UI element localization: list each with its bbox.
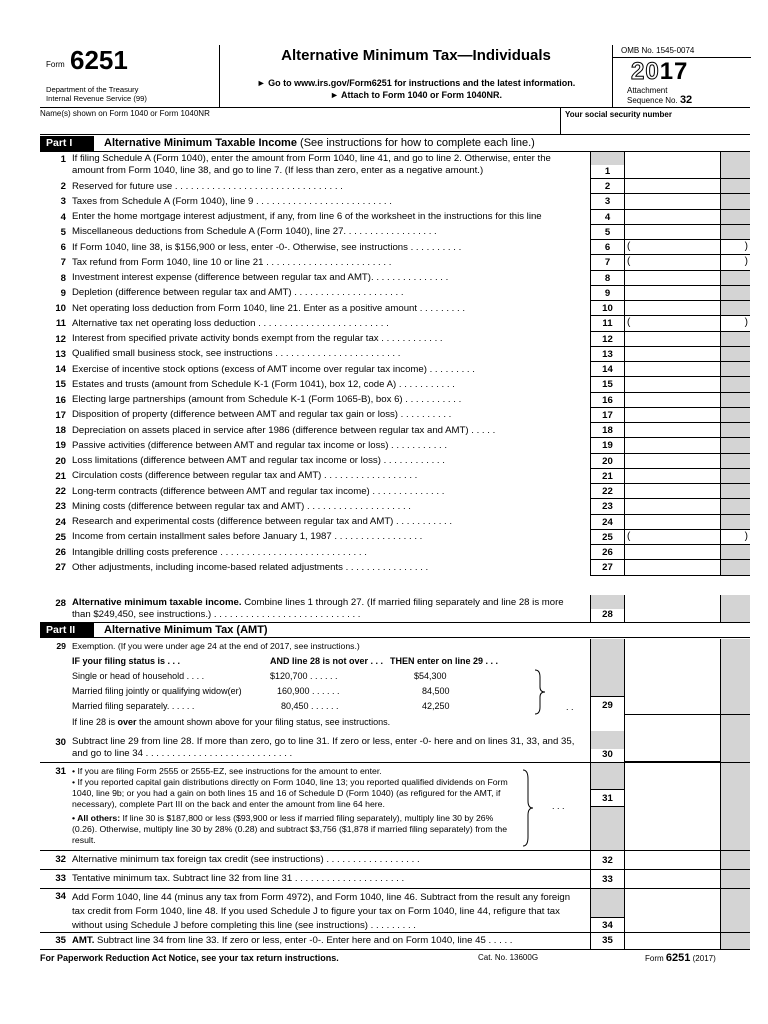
line-5-amount[interactable] [624,225,720,240]
exemption-dots: . . [566,702,574,712]
negative-paren-open: ( [627,256,631,268]
negative-paren-open: ( [627,530,631,542]
cents-shade [720,240,750,255]
line-15-amount[interactable] [624,377,720,392]
attachment-label: Attachment [627,86,668,95]
part2-badge: Part II [40,623,94,638]
line-text: Circulation costs (difference between regular tax and AMT) . . . . . . . . . . . . . . . . . . [72,470,418,482]
line-number: 3 [60,196,66,208]
title-block [222,45,610,108]
exemption-amount: 42,250 [422,701,450,711]
cents-shade [720,889,750,933]
line-28-bold: Alternative minimum taxable income. [72,597,242,608]
line-text: Reserved for future use . . . . . . . . . . . . . . . . . . . . . . . . . . . . . . . . [72,180,343,192]
negative-paren-close: ) [744,241,748,252]
line-14-row [40,362,750,377]
line-5-row [40,225,750,240]
line-13-amount[interactable] [624,347,720,362]
line-6-row [40,240,750,255]
cents-shade [720,347,750,362]
line-number: 19 [55,440,66,452]
line-box-shade [590,639,624,697]
line-22-row [40,484,750,499]
line-4-row [40,210,750,225]
line-1-row [40,152,750,179]
exemption-status: Married filing separately. . . . . . [72,701,195,711]
cents-shade [720,301,750,316]
form-footer [40,949,750,965]
line-number: 31 [55,766,66,777]
cents-shade [720,393,750,408]
line-14-amount[interactable] [624,362,720,377]
line-1-amount[interactable] [624,152,720,179]
cents-shade [720,515,750,530]
line-box-number: 4 [590,210,624,225]
line-26-amount[interactable] [624,545,720,560]
line-text: Investment interest expense (difference between regular tax and AMT). . . . . . . . . . . . . . . [72,272,449,283]
line-text: Exercise of incentive stock options (excess of AMT income over regular tax income) . . . . . . . . . [72,363,475,375]
line-text: If Form 1040, line 38, is $156,900 or less, enter -0-. Otherwise, see instructions . . . . . . . . . . [72,241,462,253]
line-box-number: 31 [590,789,624,807]
part2-header [40,622,750,638]
line-3-amount[interactable] [624,194,720,209]
cents-shade [720,225,750,240]
exemption-brace [534,669,546,715]
attachment-sequence [627,87,692,105]
line-24-amount[interactable] [624,515,720,530]
line-21-row [40,469,750,484]
line-box-number: 24 [590,515,624,530]
cents-shade [720,530,750,545]
line-30-amount[interactable] [624,731,720,762]
line-27-amount[interactable] [624,560,720,575]
all-others-bold: • All others: [72,813,121,823]
negative-paren-open: ( [627,317,631,329]
line-22-amount[interactable] [624,484,720,499]
line-box-number: 3 [590,194,624,209]
line-31-bullet-3 [72,813,518,846]
line-31-row [40,762,750,850]
ssn-field[interactable] [560,108,672,135]
negative-paren-open: ( [627,241,631,252]
cents-shade [720,423,750,438]
part1-badge: Part I [40,136,94,151]
line-33-row [40,869,750,888]
line-number: 27 [55,562,66,574]
cents-shade [720,731,750,762]
line-box-number: 5 [590,225,624,240]
line-text: If filing Schedule A (Form 1040), enter the amount from Form 1040, line 41, and go to line 2. Otherwise, enter the amount from Form 1040, line 38, and go to line 7. (If less than zero, enter as a negative amount.) [72,153,551,176]
sequence-number: 32 [679,93,693,106]
line-box-number: 1 [590,165,624,179]
line-17-row [40,408,750,423]
line-box-shade [590,595,624,609]
over-rest: the amount shown above for your filing status, see instructions. [136,717,391,727]
part2-title-bold: Alternative Minimum Tax (AMT) [104,624,268,636]
line-box-number: 2 [590,179,624,194]
exemption-intro: Exemption. (If you were under age 24 at the end of 2017, see instructions.) [72,641,360,651]
footer-form-word: Form [645,954,664,963]
line-text: Passive activities (difference between AMT and regular tax income or loss) . . . . . . . . . . . [72,439,448,451]
line-box-number: 19 [590,438,624,453]
line-34-amount[interactable] [624,889,720,933]
cents-shade [720,255,750,270]
line-number: 11 [55,318,66,330]
line-21-amount[interactable] [624,469,720,484]
line-text: Qualified small business stock, see instructions . . . . . . . . . . . . . . . . . . . . . . . . [72,348,401,360]
spacer [624,715,720,731]
line-box-number: 13 [590,347,624,362]
line-box-number: 30 [590,749,624,762]
cents-shade [720,454,750,469]
line-number: 20 [55,455,66,467]
line-31-amount[interactable] [624,763,720,851]
exemption-limit: 80,450 . . . . . . [281,701,339,711]
line-number: 1 [60,154,66,165]
line-number: 28 [55,598,66,609]
line-32-amount[interactable] [624,851,720,870]
line-box-number: 34 [590,917,624,933]
line-16-row [40,393,750,408]
line-number: 21 [55,470,66,482]
line-28-amount[interactable] [624,595,720,622]
line-number: 7 [60,257,66,269]
part1-title [104,137,535,149]
cents-shade [720,332,750,347]
line-number: 13 [55,348,66,360]
footer-form-number: 6251 [665,952,691,964]
exemption-amount: 84,500 [422,686,450,696]
cents-shade [720,595,750,622]
line-number: 23 [55,501,66,513]
line-text: Alternative tax net operating loss deduction . . . . . . . . . . . . . . . . . . . . . . . . . [72,317,389,329]
line-19-amount[interactable] [624,438,720,453]
line-number: 30 [55,737,66,748]
line-number: 22 [55,486,66,497]
line-35-row [40,932,750,948]
part1-header [40,136,750,152]
cents-shade [720,362,750,377]
line-34-row [40,888,750,932]
line-12-row [40,332,750,347]
line-box-number: 23 [590,499,624,514]
line-box-number: 35 [590,933,624,949]
footer-form-id [645,952,716,964]
line-30-row [40,735,750,762]
line-box-shade [590,807,624,851]
line-25-amount[interactable] [624,530,720,545]
line-number: 2 [60,181,66,192]
line-text: Depreciation on assets placed in service after 1986 (difference between regular tax and AMT) . . . . . [72,424,496,436]
line-box-number: 14 [590,362,624,377]
line-box-number: 9 [590,286,624,301]
form-6251-page [40,45,750,965]
spacer [590,715,624,731]
line-box-number: 16 [590,393,624,408]
line-19-row [40,438,750,453]
line-number: 25 [55,531,66,543]
cents-shade [720,377,750,392]
line-11-row [40,316,750,331]
line-27-row [40,560,750,575]
line-13-row [40,347,750,362]
line-text: Long-term contracts (difference between AMT and regular tax income) . . . . . . . . . . . . . . [72,485,445,497]
cents-shade [720,469,750,484]
footer-form-year: (2017) [692,954,716,963]
line-number: 24 [55,516,66,528]
amt-bold: AMT. [72,935,95,946]
form-title: Alternative Minimum Tax—Individuals [281,47,551,64]
line-20-amount[interactable] [624,454,720,469]
line-2-amount[interactable] [624,179,720,194]
negative-paren-close: ) [744,256,748,268]
line-31-bullet-2: • If you reported capital gain distributions directly on Form 1040, line 13; you reported qualified dividends on Form 1040, line 9b; or you had a gain on both lines 15 and 16 of Schedule D (Form 1040) (as refigured for the AMT, if necessary), complete Part III on the back and enter the amount from line 64 here. [72,777,508,809]
line-box-number: 21 [590,469,624,484]
paperwork-notice: For Paperwork Reduction Act Notice, see your tax return instructions. [40,953,339,963]
line-23-amount[interactable] [624,499,720,514]
line-28-row [40,595,750,622]
over-bold: over [117,717,137,727]
line-31-dots: . . . [552,801,565,811]
line-box-number: 32 [590,851,624,870]
goto-instructions: ► Go to www.irs.gov/Form6251 for instructions and the latest information. [256,78,576,88]
line-text: Tax refund from Form 1040, line 10 or line 21 . . . . . . . . . . . . . . . . . . . . . . . . [72,256,392,268]
negative-paren-close: ) [744,530,748,542]
line-10-amount[interactable] [624,301,720,316]
line-box-number: 26 [590,545,624,560]
cents-shade [720,179,750,194]
cents-shade [720,499,750,514]
omb-number: OMB No. 1545-0074 [621,46,695,55]
line-box-number: 25 [590,530,624,545]
attach-instructions: ► Attach to Form 1040 or Form 1040NR. [329,90,503,100]
cents-shade [720,152,750,179]
line-box-shade [590,763,624,789]
line-18-row [40,423,750,438]
line-number: 29 [56,641,66,651]
catalog-number: Cat. No. 13600G [478,953,539,962]
line-29-amount[interactable] [624,639,720,715]
form-number: 6251 [70,45,128,75]
cents-shade [720,484,750,499]
line-text [72,935,584,947]
cents-shade [720,545,750,560]
line-text: Subtract line 29 from line 28. If more than zero, go to line 31. If zero or less, enter -0- here and on lines 31, 33, and 35, and go to line 34 . . . . . . . . . . . . . . . . . . . . . . . . . . . . [72,736,575,759]
line-text: Loss limitations (difference between AMT and regular tax income or loss) . . . . . . . . . . . . [72,455,445,466]
line-6-amount[interactable] [624,240,720,255]
line-4-amount[interactable] [624,210,720,225]
amt-rest: Subtract line 34 from line 33. If zero or less, enter -0-. Enter here and on Form 1040, line 45 . . . . . [94,935,513,946]
cents-shade [720,933,750,949]
cents-shade [720,715,750,731]
line-text: Tentative minimum tax. Subtract line 32 from line 31 . . . . . . . . . . . . . . . . . . . . . [72,873,405,884]
cents-shade [720,408,750,423]
tax-year [631,58,688,86]
line-box-number: 27 [590,560,624,575]
line-number: 14 [55,364,66,375]
line-text: Income from certain installment sales before January 1, 1987 . . . . . . . . . . . . . . . . . [72,531,423,543]
line-text: Electing large partnerships (amount from Schedule K-1 (Form 1065-B), box 6) . . . . . . . . . . . [72,394,462,405]
line-29-row [40,639,750,731]
line-17-amount[interactable] [624,408,720,423]
line-7-amount[interactable] [624,255,720,270]
line-2-row [40,179,750,194]
sequence-label: Sequence No. [627,95,678,105]
line-11-amount[interactable] [624,316,720,331]
line-text: Add Form 1040, line 44 (minus any tax from Form 4972), and Form 1040, line 46. Subtract from the result any foreign tax credit from Form 1040, line 48. If you used Schedule J to figure your tax on Form 1040, line 44, refigure that tax without using Schedule J before completing this line (see instructions) . . . . . . . . . [72,892,571,931]
line-number: 26 [55,547,66,558]
department-block [46,85,147,103]
line-number: 10 [55,303,66,314]
department-name: Department of the Treasury [46,85,139,94]
line-number: 33 [55,873,66,884]
cents-shade [720,271,750,286]
line-box-number: 20 [590,454,624,469]
line-box-shade [590,731,624,749]
line-31-brace [522,769,534,847]
line-text: Taxes from Schedule A (Form 1040), line 9 . . . . . . . . . . . . . . . . . . . . . . . . . . [72,195,392,207]
over-prefix: If line 28 is [72,717,118,727]
line-box-number: 15 [590,377,624,392]
exemption-status: Married filing jointly or qualifying widow(er) [72,686,242,696]
line-8-row [40,271,750,286]
irs-name: Internal Revenue Service (99) [46,94,147,103]
all-others-rest: If line 30 is $187,800 or less ($93,900 or less if married filing separately), multiply line 30 by 26% (0.26). Otherwise, multiply line 30 by 28% (0.28) and subtract $3,756 ($1,878 if married filing separately) from the result. [72,813,508,845]
exemption-limit: 160,900 . . . . . . [277,686,340,696]
line-number: 16 [55,394,66,406]
line-23-row [40,499,750,514]
line-24-row [40,515,750,530]
line-text: Alternative minimum tax foreign tax credit (see instructions) . . . . . . . . . . . . . . . . . . [72,854,420,865]
line-text: Net operating loss deduction from Form 1040, line 21. Enter as a positive amount . . . . . . . . . [72,302,466,314]
line-25-row [40,530,750,545]
name-field-label: Name(s) shown on Form 1040 or Form 1040NR [40,109,210,118]
line-box-number: 12 [590,332,624,347]
exemption-status: Single or head of household . . . . [72,671,205,681]
part1-title-bold: Alternative Minimum Taxable Income [104,137,297,149]
line-number: 9 [60,287,66,299]
line-text: Miscellaneous deductions from Schedule A (Form 1040), line 27. . . . . . . . . . . . . . . . . . [72,226,437,238]
line-number: 5 [60,226,66,238]
line-31-bullet-1: • If you are filing Form 2555 or 2555-EZ, see instructions for the amount to enter. [72,766,382,776]
cents-shade [720,438,750,453]
line-text [72,597,582,620]
ssn-label: Your social security number [565,110,672,119]
line-text: Intangible drilling costs preference . . . . . . . . . . . . . . . . . . . . . . . . . . . . [72,546,367,558]
exemption-col-amount: THEN enter on line 29 . . . [390,656,499,666]
line-number: 32 [55,854,66,865]
line-number: 35 [55,935,66,946]
exemption-col-status: IF your filing status is . . . [72,656,181,666]
line-number: 4 [60,211,66,223]
line-text: Enter the home mortgage interest adjustment, if any, from line 6 of the worksheet in the instructions for this line [72,211,542,222]
exemption-limit: $120,700 . . . . . . [270,671,338,681]
omb-block [612,45,750,108]
line-text: Mining costs (difference between regular tax and AMT) . . . . . . . . . . . . . . . . . . . . [72,500,411,512]
line-box-number: 22 [590,484,624,499]
part1-title-rest: (See instructions for how to complete each line.) [296,137,535,149]
line-number: 15 [55,379,66,391]
part2-title [104,624,268,636]
line-35-amount[interactable] [624,933,720,949]
name-row [40,108,750,135]
line-number: 18 [55,425,66,436]
line-box-number: 18 [590,423,624,438]
line-box-number: 11 [590,316,624,331]
line-box-number: 33 [590,870,624,889]
line-32-row [40,850,750,869]
line-box-number: 17 [590,408,624,423]
line-text: Disposition of property (difference between AMT and regular tax gain or loss) . . . . . . . . . . [72,409,452,421]
year-suffix: 17 [659,58,689,85]
cents-shade [720,194,750,209]
line-7-row [40,255,750,270]
line-9-amount[interactable] [624,286,720,301]
cents-shade [720,870,750,889]
line-10-row [40,301,750,316]
form-id-block [40,45,220,108]
line-text: Estates and trusts (amount from Schedule K-1 (Form 1041), box 12, code A) . . . . . . . . . . . [72,378,455,390]
line-number: 6 [60,242,66,253]
line-box-shade [590,889,624,917]
line-text: Interest from specified private activity bonds exempt from the regular tax . . . . . . . . . . . . [72,333,443,344]
line-text: Depletion (difference between regular tax and AMT) . . . . . . . . . . . . . . . . . . . . . [72,287,404,299]
line-18-amount[interactable] [624,423,720,438]
line-text: Other adjustments, including income-based related adjustments . . . . . . . . . . . . . . . . [72,561,429,573]
cents-shade [720,639,750,715]
line-box-number: 10 [590,301,624,316]
exemption-over-note [72,717,390,727]
negative-paren-close: ) [744,317,748,329]
line-9-row [40,286,750,301]
exemption-col-limit: AND line 28 is not over . . . [270,656,384,666]
line-box-number: 7 [590,255,624,270]
line-box-number: 6 [590,240,624,255]
line-number: 17 [55,409,66,421]
cents-shade [720,763,750,851]
line-12-amount[interactable] [624,332,720,347]
line-number: 8 [60,272,66,284]
line-number: 12 [55,333,66,345]
cents-shade [720,316,750,331]
cents-shade [720,210,750,225]
year-prefix: 20 [631,58,660,85]
line-15-row [40,377,750,392]
line-20-row [40,454,750,469]
line-33-amount[interactable] [624,870,720,889]
line-28-rest: Combine lines 1 through 27. (If married filing separately and line 28 is more than $249,450, see instructions.) . . . . . . . . . . . . . . . . . . . . . . . . . . . . [72,597,564,620]
exemption-amount: $54,300 [414,671,447,681]
cents-shade [720,851,750,870]
line-number: 34 [55,891,66,902]
cents-shade [720,286,750,301]
line-3-row [40,194,750,209]
line-box-shade [590,152,624,165]
form-header [40,45,750,108]
line-box-number: 29 [590,697,624,715]
line-text: Research and experimental costs (difference between regular tax and AMT) . . . . . . . . . . . [72,516,453,527]
cents-shade [720,560,750,575]
line-8-amount[interactable] [624,271,720,286]
line-box-number: 8 [590,271,624,286]
line-box-number: 28 [590,609,624,622]
form-word: Form [46,60,65,69]
line-16-amount[interactable] [624,393,720,408]
line-26-row [40,545,750,560]
